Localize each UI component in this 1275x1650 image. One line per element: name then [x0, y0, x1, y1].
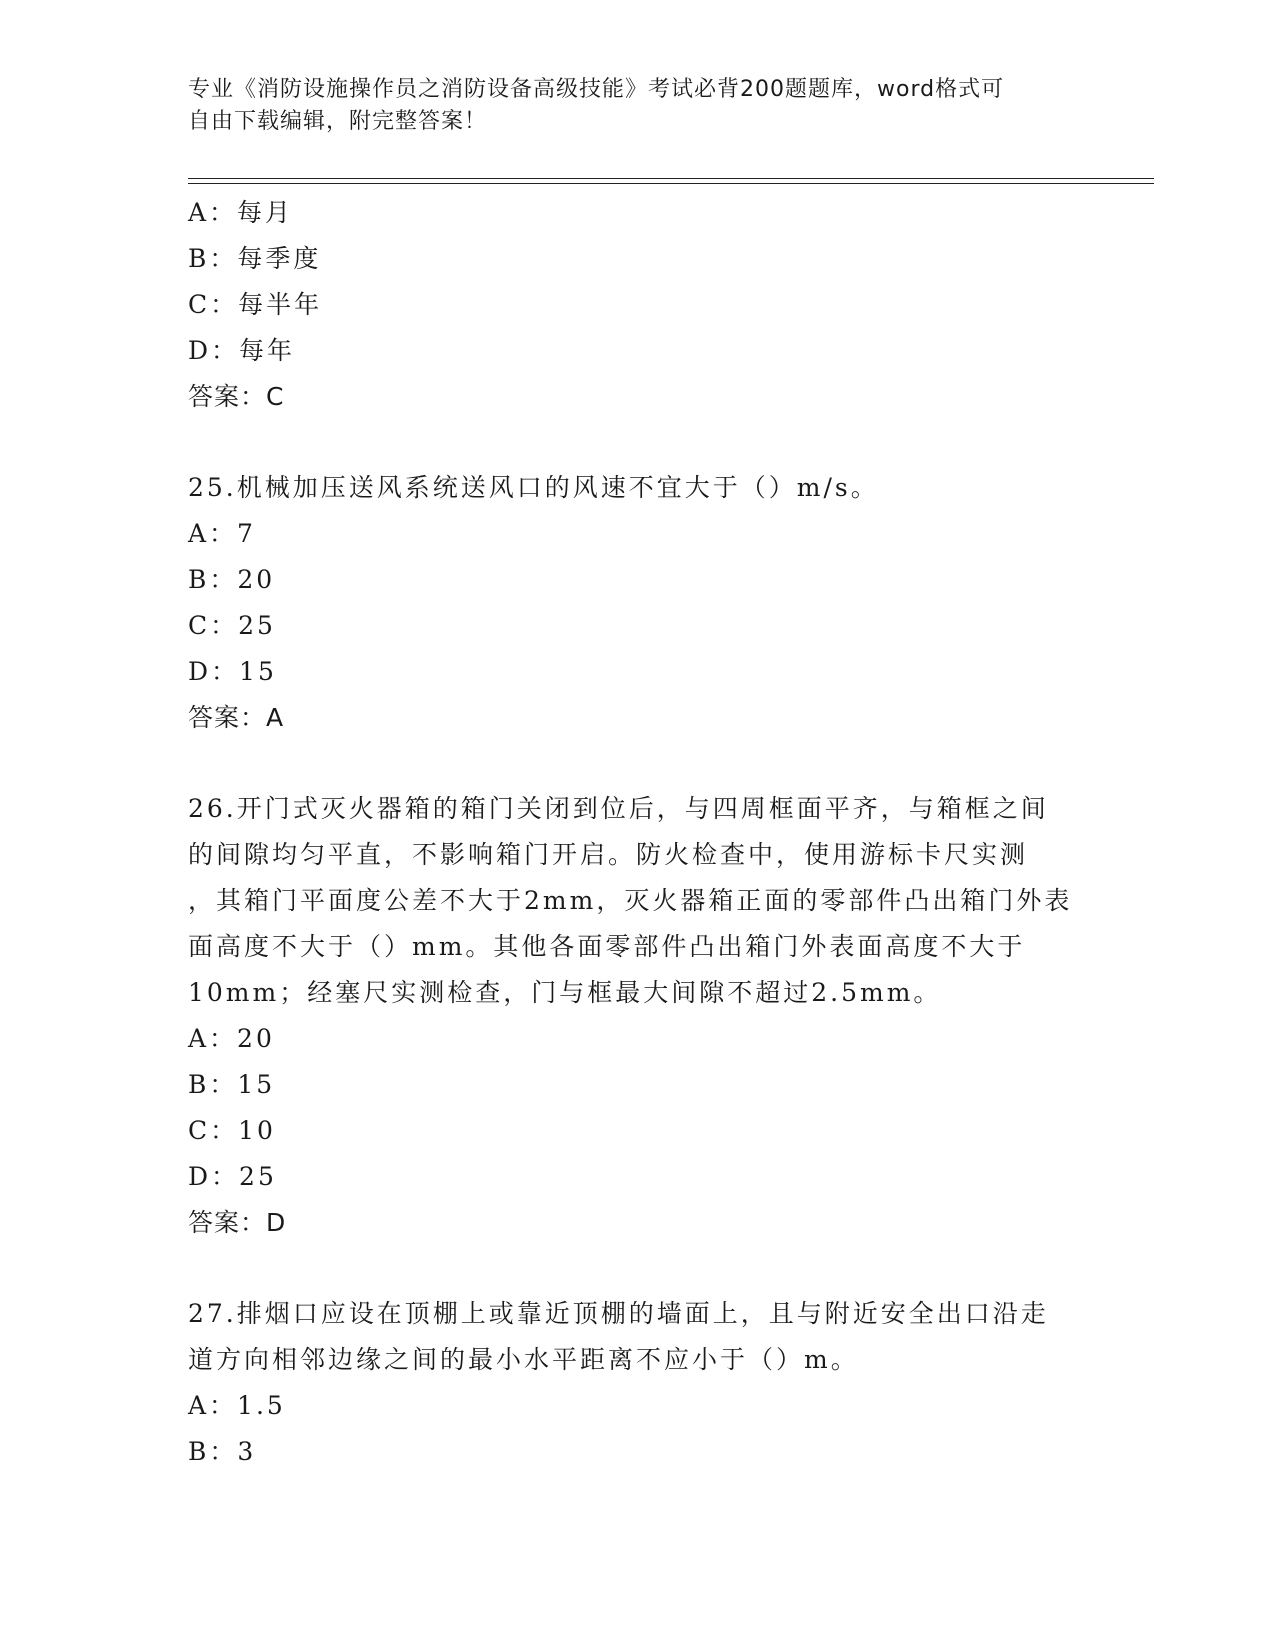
question-stem-line: 道方向相邻边缘之间的最小水平距离不应小于（）m。 — [188, 1345, 859, 1374]
option-d: D：每年 — [188, 336, 296, 365]
option-a: A：20 — [188, 1024, 275, 1053]
option-a: A：7 — [188, 519, 256, 548]
option-c: C：10 — [188, 1116, 276, 1145]
header-divider-bottom — [188, 183, 1154, 184]
spacer — [188, 1246, 1088, 1291]
spacer — [188, 420, 1088, 465]
question-stem-line: 的间隙均匀平直，不影响箱门开启。防火检查中，使用游标卡尺实测 — [188, 840, 1029, 869]
option-d: D：25 — [188, 1162, 277, 1191]
question-stem-line: 10mm；经塞尺实测检查，门与框最大间隙不超过2.5mm。 — [188, 978, 942, 1007]
header-line-2: 自由下载编辑，附完整答案！ — [188, 109, 488, 134]
option-b: B：每季度 — [188, 244, 322, 273]
option-b: B：20 — [188, 565, 276, 594]
question-stem: 25.机械加压送风系统送风口的风速不宜大于（）m/s。 — [188, 473, 879, 502]
option-d: D：15 — [188, 657, 277, 686]
question-stem-line: 面高度不大于（）mm。其他各面零部件凸出箱门外表面高度不大于 — [188, 932, 1026, 961]
question-25-block — [188, 465, 1088, 741]
option-a: A：1.5 — [188, 1391, 286, 1420]
question-stem-line: 26.开门式灭火器箱的箱门关闭到位后，与四周框面平齐，与箱框之间 — [188, 794, 1049, 823]
option-c: C：每半年 — [188, 290, 323, 319]
option-a: A：每月 — [188, 198, 294, 227]
header-line-1: 专业《消防设施操作员之消防设备高级技能》考试必背200题题库，word格式可 — [188, 77, 1005, 102]
question-27-block — [188, 1291, 1088, 1475]
question-26-block — [188, 786, 1088, 1246]
question-24-block — [188, 190, 1088, 420]
header-divider-top — [188, 178, 1154, 179]
question-content — [188, 190, 1088, 1475]
question-stem-line: ，其箱门平面度公差不大于2mm，灭火器箱正面的零部件凸出箱门外表 — [188, 886, 1073, 915]
option-b: B：15 — [188, 1070, 276, 1099]
question-stem-line: 27.排烟口应设在顶棚上或靠近顶棚的墙面上，且与附近安全出口沿走 — [188, 1299, 1049, 1328]
spacer — [188, 741, 1088, 786]
answer-line: 答案：A — [188, 703, 285, 732]
option-b: B：3 — [188, 1437, 257, 1466]
option-c: C：25 — [188, 611, 276, 640]
document-header — [188, 74, 1088, 138]
answer-line: 答案：D — [188, 1208, 287, 1237]
answer-line: 答案：C — [188, 382, 285, 411]
